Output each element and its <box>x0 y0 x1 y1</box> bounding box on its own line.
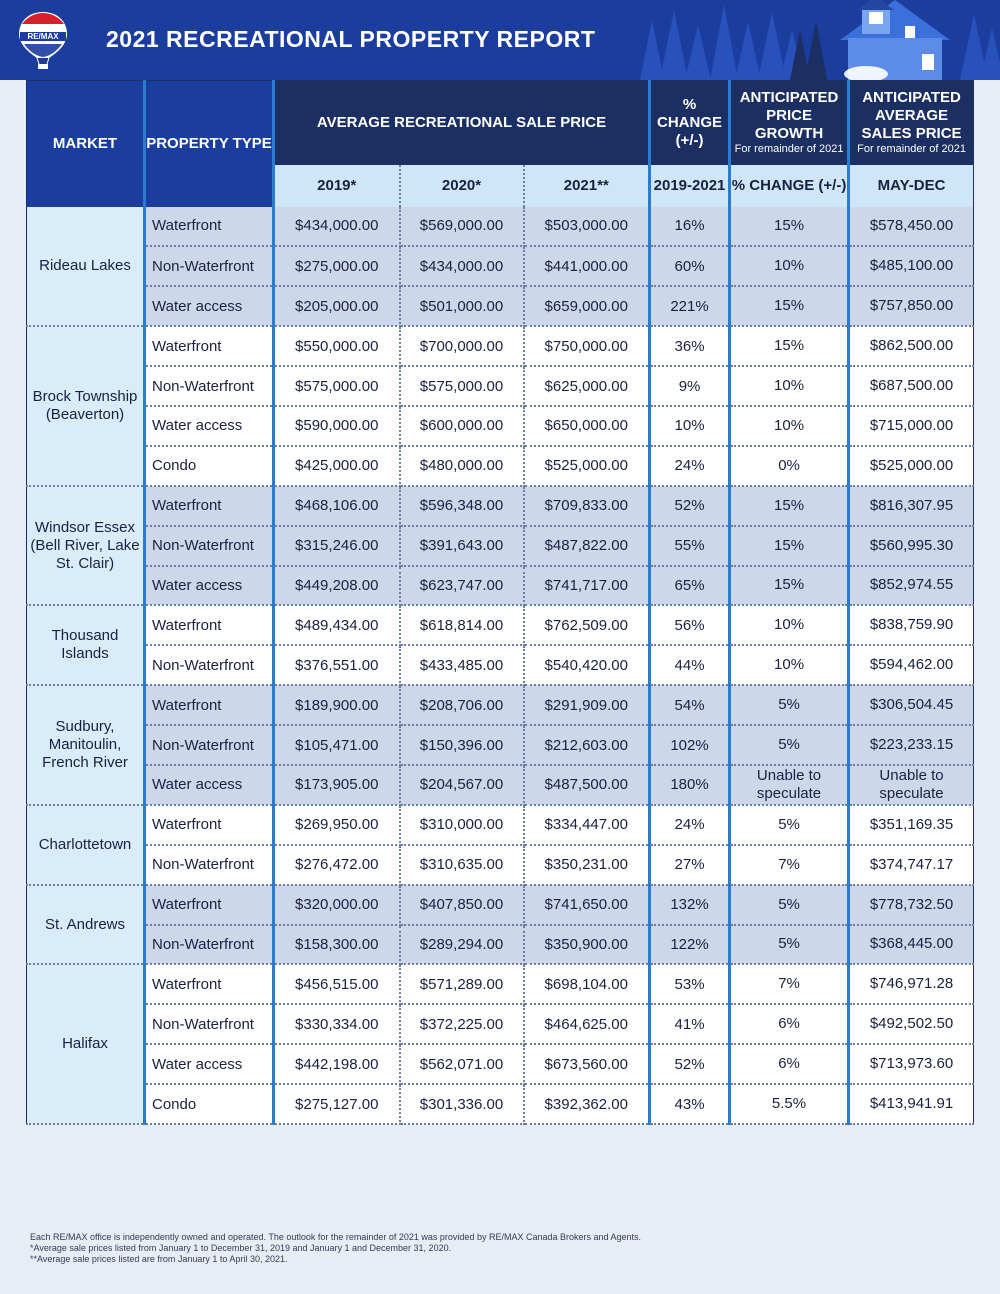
market-name: St. Andrews <box>27 885 145 965</box>
pct-change-cell: 9% <box>650 366 730 406</box>
price-2019-cell: $320,000.00 <box>274 885 400 925</box>
price-2019-cell: $550,000.00 <box>274 326 400 366</box>
house-forest-illustration <box>630 0 1000 80</box>
property-type-cell: Non-Waterfront <box>145 725 274 765</box>
page-title: 2021 RECREATIONAL PROPERTY REPORT <box>106 26 596 52</box>
price-2021-cell: $392,362.00 <box>524 1084 650 1124</box>
price-2020-cell: $434,000.00 <box>400 246 524 286</box>
avg-sales-price-cell: $715,000.00 <box>849 406 974 446</box>
pct-change-cell: 10% <box>650 406 730 446</box>
header-growth-label: % CHANGE (+/-) <box>730 165 849 207</box>
header-avg-sales-sub: For remainder of 2021 <box>857 143 966 156</box>
avg-sales-price-cell: $492,502.50 <box>849 1004 974 1044</box>
price-2020-cell: $372,225.00 <box>400 1004 524 1044</box>
table-row <box>27 406 974 446</box>
price-growth-cell: 15% <box>730 286 849 326</box>
price-2020-cell: $501,000.00 <box>400 286 524 326</box>
avg-sales-price-cell: $594,462.00 <box>849 645 974 685</box>
avg-sales-price-cell: $223,233.15 <box>849 725 974 765</box>
price-2020-cell: $700,000.00 <box>400 326 524 366</box>
property-type-cell: Non-Waterfront <box>145 246 274 286</box>
price-2020-cell: $618,814.00 <box>400 605 524 645</box>
price-2020-cell: $289,294.00 <box>400 925 524 965</box>
property-type-cell: Condo <box>145 446 274 486</box>
price-2020-cell: $571,289.00 <box>400 964 524 1004</box>
table-row <box>27 805 974 845</box>
price-2021-cell: $212,603.00 <box>524 725 650 765</box>
price-2021-cell: $673,560.00 <box>524 1044 650 1084</box>
price-2019-cell: $315,246.00 <box>274 526 400 566</box>
price-2021-cell: $350,900.00 <box>524 925 650 965</box>
logo-text: RE/MAX <box>27 32 59 41</box>
table-row <box>27 645 974 685</box>
property-type-cell: Waterfront <box>145 885 274 925</box>
price-2021-cell: $540,420.00 <box>524 645 650 685</box>
price-2019-cell: $275,000.00 <box>274 246 400 286</box>
pct-change-cell: 53% <box>650 964 730 1004</box>
price-2020-cell: $600,000.00 <box>400 406 524 446</box>
table-row <box>27 685 974 725</box>
price-2021-cell: $659,000.00 <box>524 286 650 326</box>
avg-sales-price-cell: $862,500.00 <box>849 326 974 366</box>
pct-change-cell: 55% <box>650 526 730 566</box>
pct-change-cell: 180% <box>650 765 730 805</box>
price-2021-cell: $741,650.00 <box>524 885 650 925</box>
table-row <box>27 885 974 925</box>
table-row <box>27 366 974 406</box>
pct-change-cell: 221% <box>650 286 730 326</box>
footnote-1: Each RE/MAX office is independently owned and operated. The outlook for the remainder of 2021 was provided by RE/MAX Canada Brokers and Agents. <box>30 1232 642 1242</box>
avg-sales-price-cell: $578,450.00 <box>849 207 974 247</box>
footnote-2: *Average sale prices listed from January 1 to December 31, 2019 and January 1 and December 31, 2020. <box>30 1243 452 1253</box>
header-price-growth-sub: For remainder of 2021 <box>734 143 844 156</box>
price-2021-cell: $334,447.00 <box>524 805 650 845</box>
pct-change-cell: 60% <box>650 246 730 286</box>
property-type-cell: Water access <box>145 566 274 606</box>
price-growth-cell: 15% <box>730 566 849 606</box>
pct-change-cell: 132% <box>650 885 730 925</box>
table-row <box>27 925 974 965</box>
table-row <box>27 605 974 645</box>
price-2021-cell: $487,500.00 <box>524 765 650 805</box>
price-2021-cell: $291,909.00 <box>524 685 650 725</box>
property-type-cell: Condo <box>145 1084 274 1124</box>
price-2021-cell: $464,625.00 <box>524 1004 650 1044</box>
price-2020-cell: $562,071.00 <box>400 1044 524 1084</box>
price-2021-cell: $525,000.00 <box>524 446 650 486</box>
price-2021-cell: $625,000.00 <box>524 366 650 406</box>
property-type-cell: Waterfront <box>145 964 274 1004</box>
table-row <box>27 725 974 765</box>
market-name: Rideau Lakes <box>27 207 145 327</box>
avg-sales-price-cell: $852,974.55 <box>849 566 974 606</box>
table-row <box>27 845 974 885</box>
table-row <box>27 326 974 366</box>
avg-sales-price-cell: $485,100.00 <box>849 246 974 286</box>
price-2019-cell: $468,106.00 <box>274 486 400 526</box>
property-type-cell: Waterfront <box>145 805 274 845</box>
price-2019-cell: $189,900.00 <box>274 685 400 725</box>
price-growth-cell: 5% <box>730 725 849 765</box>
footnotes <box>30 1232 641 1265</box>
market-name: Halifax <box>27 964 145 1124</box>
pct-change-cell: 65% <box>650 566 730 606</box>
property-type-cell: Non-Waterfront <box>145 925 274 965</box>
market-name: Brock Township (Beaverton) <box>27 326 145 486</box>
price-2019-cell: $575,000.00 <box>274 366 400 406</box>
price-2020-cell: $208,706.00 <box>400 685 524 725</box>
price-2019-cell: $105,471.00 <box>274 725 400 765</box>
avg-sales-price-cell: $778,732.50 <box>849 885 974 925</box>
header-pct-change: % CHANGE (+/-) <box>650 81 730 165</box>
price-growth-cell: 5% <box>730 925 849 965</box>
price-growth-cell: 6% <box>730 1004 849 1044</box>
avg-sales-price-cell: $306,504.45 <box>849 685 974 725</box>
price-2019-cell: $442,198.00 <box>274 1044 400 1084</box>
price-2021-cell: $762,509.00 <box>524 605 650 645</box>
property-type-cell: Non-Waterfront <box>145 366 274 406</box>
price-2019-cell: $434,000.00 <box>274 207 400 247</box>
price-growth-cell: 6% <box>730 1044 849 1084</box>
pct-change-cell: 43% <box>650 1084 730 1124</box>
table-row <box>27 1044 974 1084</box>
property-type-cell: Water access <box>145 765 274 805</box>
property-type-cell: Water access <box>145 406 274 446</box>
price-growth-cell: 15% <box>730 526 849 566</box>
property-type-cell: Waterfront <box>145 486 274 526</box>
price-2020-cell: $301,336.00 <box>400 1084 524 1124</box>
header-2019: 2019* <box>274 165 400 207</box>
price-growth-cell: 15% <box>730 207 849 247</box>
avg-sales-price-cell: $838,759.90 <box>849 605 974 645</box>
price-growth-cell: 5% <box>730 885 849 925</box>
avg-sales-price-cell: $525,000.00 <box>849 446 974 486</box>
pct-change-cell: 36% <box>650 326 730 366</box>
price-growth-cell: 10% <box>730 605 849 645</box>
table-row <box>27 1084 974 1124</box>
price-2020-cell: $407,850.00 <box>400 885 524 925</box>
price-2019-cell: $173,905.00 <box>274 765 400 805</box>
page-header <box>0 0 1000 80</box>
price-2020-cell: $569,000.00 <box>400 207 524 247</box>
table-row <box>27 486 974 526</box>
report-table-wrapper <box>26 80 973 1125</box>
property-type-cell: Non-Waterfront <box>145 526 274 566</box>
price-2020-cell: $310,635.00 <box>400 845 524 885</box>
property-type-cell: Non-Waterfront <box>145 645 274 685</box>
table-row <box>27 526 974 566</box>
table-row <box>27 286 974 326</box>
avg-sales-price-cell: $757,850.00 <box>849 286 974 326</box>
price-2021-cell: $650,000.00 <box>524 406 650 446</box>
pct-change-cell: 27% <box>650 845 730 885</box>
price-2021-cell: $750,000.00 <box>524 326 650 366</box>
price-2020-cell: $596,348.00 <box>400 486 524 526</box>
pct-change-cell: 16% <box>650 207 730 247</box>
market-name: Charlottetown <box>27 805 145 885</box>
avg-sales-price-cell: $687,500.00 <box>849 366 974 406</box>
avg-sales-price-cell: $413,941.91 <box>849 1084 974 1124</box>
table-row <box>27 1004 974 1044</box>
market-name: Thousand Islands <box>27 605 145 685</box>
header-market: MARKET <box>27 81 145 207</box>
avg-sales-price-cell: $368,445.00 <box>849 925 974 965</box>
price-2020-cell: $204,567.00 <box>400 765 524 805</box>
pct-change-cell: 52% <box>650 1044 730 1084</box>
price-2019-cell: $425,000.00 <box>274 446 400 486</box>
table-row <box>27 207 974 247</box>
price-growth-cell: 15% <box>730 486 849 526</box>
pct-change-cell: 56% <box>650 605 730 645</box>
price-2019-cell: $489,434.00 <box>274 605 400 645</box>
price-2020-cell: $391,643.00 <box>400 526 524 566</box>
pct-change-cell: 122% <box>650 925 730 965</box>
remax-balloon-logo <box>14 10 72 70</box>
price-2020-cell: $575,000.00 <box>400 366 524 406</box>
price-2020-cell: $150,396.00 <box>400 725 524 765</box>
price-2021-cell: $441,000.00 <box>524 246 650 286</box>
table-row <box>27 246 974 286</box>
price-2021-cell: $487,822.00 <box>524 526 650 566</box>
price-2021-cell: $709,833.00 <box>524 486 650 526</box>
price-growth-cell: 10% <box>730 246 849 286</box>
property-type-cell: Waterfront <box>145 207 274 247</box>
price-2021-cell: $350,231.00 <box>524 845 650 885</box>
report-table <box>26 80 974 1125</box>
header-price-growth <box>730 81 849 165</box>
price-growth-cell: 5% <box>730 685 849 725</box>
table-body <box>27 207 974 1124</box>
avg-sales-price-cell: $560,995.30 <box>849 526 974 566</box>
pct-change-cell: 44% <box>650 645 730 685</box>
header-price-growth-title: ANTICIPATED PRICE GROWTH <box>739 89 839 143</box>
table-row <box>27 566 974 606</box>
price-2020-cell: $310,000.00 <box>400 805 524 845</box>
price-2020-cell: $480,000.00 <box>400 446 524 486</box>
price-2020-cell: $623,747.00 <box>400 566 524 606</box>
price-2019-cell: $158,300.00 <box>274 925 400 965</box>
header-property-type: PROPERTY TYPE <box>145 81 274 207</box>
avg-sales-price-cell: Unable to speculate <box>849 765 974 805</box>
property-type-cell: Water access <box>145 1044 274 1084</box>
market-name: Windsor Essex (Bell River, Lake St. Clair) <box>27 486 145 606</box>
avg-sales-price-cell: $374,747.17 <box>849 845 974 885</box>
pct-change-cell: 24% <box>650 446 730 486</box>
price-growth-cell: 7% <box>730 845 849 885</box>
price-2019-cell: $275,127.00 <box>274 1084 400 1124</box>
avg-sales-price-cell: $746,971.28 <box>849 964 974 1004</box>
price-2020-cell: $433,485.00 <box>400 645 524 685</box>
property-type-cell: Water access <box>145 286 274 326</box>
pct-change-cell: 52% <box>650 486 730 526</box>
price-growth-cell: 5.5% <box>730 1084 849 1124</box>
price-2019-cell: $376,551.00 <box>274 645 400 685</box>
footnote-3: **Average sale prices listed are from January 1 to April 30, 2021. <box>30 1254 288 1264</box>
header-2021: 2021** <box>524 165 650 207</box>
price-growth-cell: 10% <box>730 645 849 685</box>
price-2019-cell: $205,000.00 <box>274 286 400 326</box>
price-2019-cell: $456,515.00 <box>274 964 400 1004</box>
header-range: 2019-2021 <box>650 165 730 207</box>
pct-change-cell: 54% <box>650 685 730 725</box>
pct-change-cell: 41% <box>650 1004 730 1044</box>
pct-change-cell: 24% <box>650 805 730 845</box>
price-2019-cell: $590,000.00 <box>274 406 400 446</box>
pct-change-cell: 102% <box>650 725 730 765</box>
price-growth-cell: 10% <box>730 366 849 406</box>
property-type-cell: Non-Waterfront <box>145 845 274 885</box>
price-growth-cell: 15% <box>730 326 849 366</box>
header-avg-price: AVERAGE RECREATIONAL SALE PRICE <box>274 81 650 165</box>
price-growth-cell: Unable to speculate <box>730 765 849 805</box>
avg-sales-price-cell: $816,307.95 <box>849 486 974 526</box>
avg-sales-price-cell: $713,973.60 <box>849 1044 974 1084</box>
price-2021-cell: $503,000.00 <box>524 207 650 247</box>
price-growth-cell: 0% <box>730 446 849 486</box>
header-avg-sales-title: ANTICIPATED AVERAGE SALES PRICE <box>861 89 962 143</box>
price-growth-cell: 10% <box>730 406 849 446</box>
avg-sales-price-cell: $351,169.35 <box>849 805 974 845</box>
price-growth-cell: 7% <box>730 964 849 1004</box>
table-row <box>27 765 974 805</box>
table-row <box>27 446 974 486</box>
property-type-cell: Waterfront <box>145 605 274 645</box>
property-type-cell: Non-Waterfront <box>145 1004 274 1044</box>
property-type-cell: Waterfront <box>145 685 274 725</box>
price-2019-cell: $276,472.00 <box>274 845 400 885</box>
price-2019-cell: $269,950.00 <box>274 805 400 845</box>
header-may-dec: MAY-DEC <box>849 165 974 207</box>
property-type-cell: Waterfront <box>145 326 274 366</box>
price-2021-cell: $698,104.00 <box>524 964 650 1004</box>
price-growth-cell: 5% <box>730 805 849 845</box>
price-2019-cell: $449,208.00 <box>274 566 400 606</box>
table-row <box>27 964 974 1004</box>
header-2020: 2020* <box>400 165 524 207</box>
price-2019-cell: $330,334.00 <box>274 1004 400 1044</box>
header-avg-sales-price <box>849 81 974 165</box>
market-name: Sudbury, Manitoulin, French River <box>27 685 145 805</box>
price-2021-cell: $741,717.00 <box>524 566 650 606</box>
